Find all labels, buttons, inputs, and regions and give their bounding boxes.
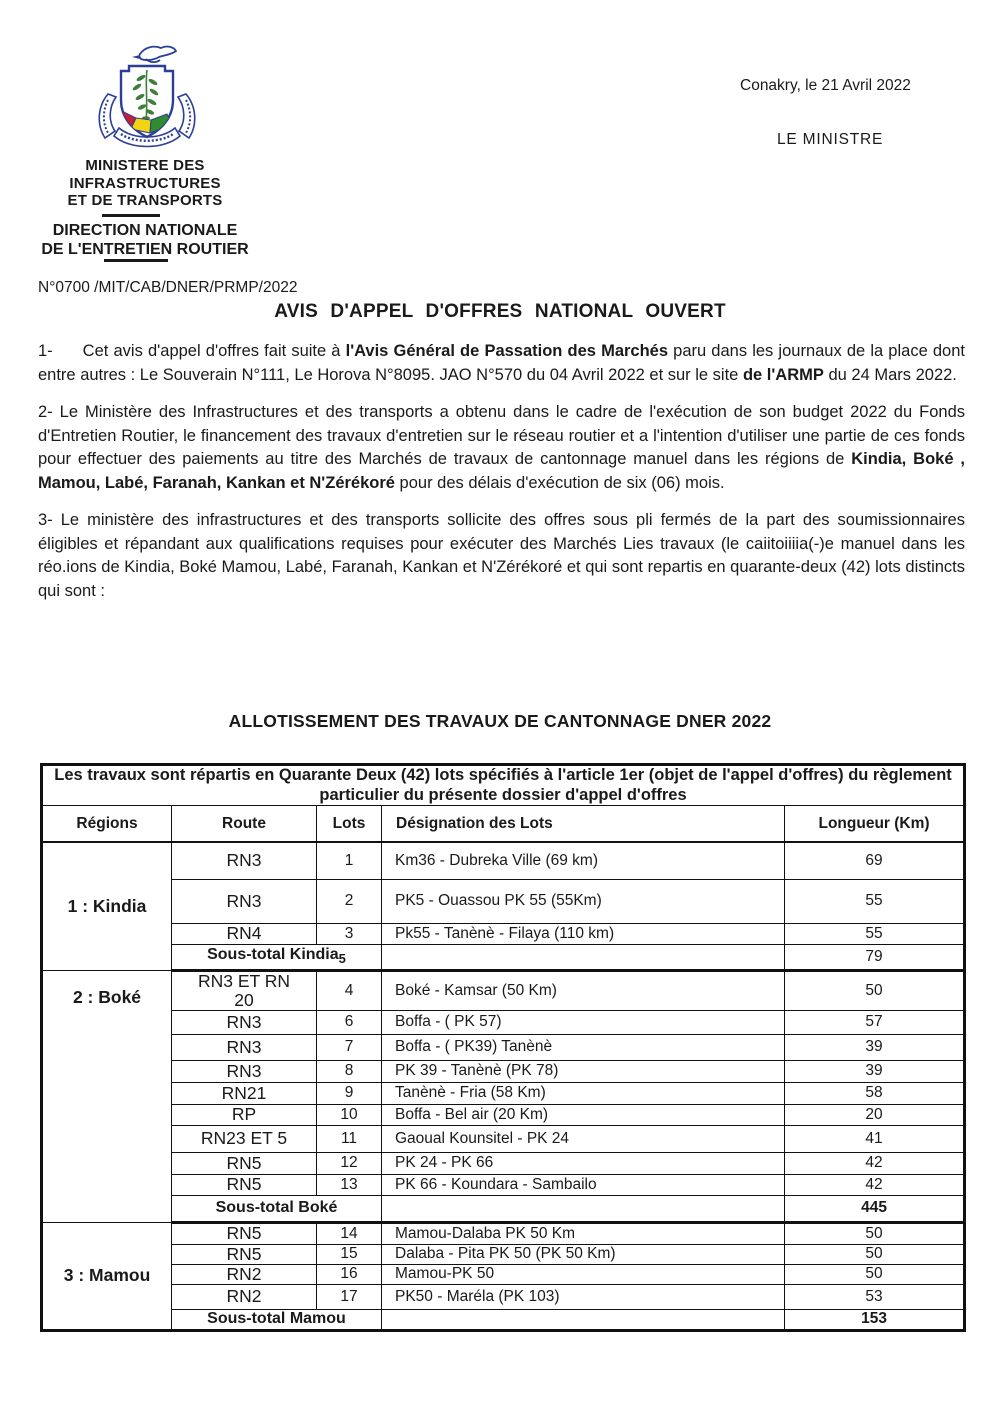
paragraph-3 <box>38 509 965 603</box>
lot-row <box>42 1264 965 1284</box>
designation-cell: PK 24 - PK 66 <box>382 1152 785 1174</box>
lot-row <box>42 1284 965 1309</box>
paragraph-segment: pour des délais d'exécution de six (06) mois. <box>394 473 725 492</box>
lot-number-cell: 4 <box>317 970 382 1010</box>
lot-row <box>42 879 965 923</box>
length-cell: 42 <box>785 1174 965 1195</box>
designation-cell: Mamou-PK 50 <box>382 1264 785 1284</box>
length-cell: 50 <box>785 1222 965 1244</box>
lot-row <box>42 923 965 944</box>
designation-cell <box>382 1195 785 1222</box>
route-label: RN21 <box>221 1082 267 1103</box>
divider <box>104 259 168 262</box>
subtotal-row <box>42 1309 965 1330</box>
length-cell: 53 <box>785 1284 965 1309</box>
length-cell: 41 <box>785 1125 965 1152</box>
paragraph-segment: de l'ARMP <box>742 365 824 384</box>
route-label: RP <box>231 1104 257 1124</box>
route-label: RN3 <box>226 890 262 911</box>
designation-cell: Mamou-Dalaba PK 50 Km <box>382 1222 785 1244</box>
lot-number-cell: 12 <box>317 1152 382 1174</box>
lot-row <box>42 1010 965 1034</box>
lot-number-cell: 2 <box>317 879 382 923</box>
text-line: MINISTERE DES <box>85 157 205 174</box>
length-cell: 39 <box>785 1034 965 1060</box>
lot-number-cell: 6 <box>317 1010 382 1034</box>
lot-number-cell: 15 <box>317 1244 382 1264</box>
subtotal-label-cell: Sous-total Kindia$_5$ <box>172 944 382 970</box>
allotment-title: ALLOTISSEMENT DES TRAVAUX DE CANTONNAGE DNER 2022 <box>228 711 772 731</box>
designation-cell: Pk55 - Tanènè - Filaya (110 km) <box>382 923 785 944</box>
designation-cell: Dalaba - Pita PK 50 (PK 50 Km) <box>382 1244 785 1264</box>
paragraph-segment: paru dans les journaux de la place dont entre autres : Le Souverain N°111, Le Horova N°8095. JAO N°570 du 04 Avril 2022 et sur le site <box>38 342 965 384</box>
column-header: Lots <box>317 806 382 843</box>
route-label: RN3 <box>226 1036 262 1057</box>
subtotal-value-cell: 79 <box>785 944 965 970</box>
route-label: RN3 <box>226 1011 262 1032</box>
lot-row <box>42 1222 965 1244</box>
paragraph-2 <box>38 401 965 495</box>
designation-cell <box>382 1309 785 1330</box>
designation-cell: Tanènè - Fria (58 Km) <box>382 1082 785 1104</box>
designation-cell: Boké - Kamsar (50 Km) <box>382 970 785 1010</box>
length-cell: 50 <box>785 1244 965 1264</box>
ministry-name <box>30 157 260 210</box>
divider <box>102 214 160 217</box>
subtotal-row <box>42 944 965 970</box>
lot-row <box>42 1152 965 1174</box>
lot-row <box>42 842 965 879</box>
subtotal-subscript: 5 <box>338 951 346 967</box>
length-cell: 55 <box>785 879 965 923</box>
route-label: RN5 <box>226 1223 262 1243</box>
column-header: Longueur (Km) <box>785 806 965 843</box>
route-label: RN5 <box>226 1244 262 1264</box>
designation-cell <box>382 944 785 970</box>
lot-row <box>42 1104 965 1125</box>
allotment-table <box>40 763 966 1332</box>
subtotal-value-cell: 445 <box>785 1195 965 1222</box>
lot-number-cell: 14 <box>317 1222 382 1244</box>
lot-number-cell: 8 <box>317 1060 382 1082</box>
reference-number: N°0700 /MIT/CAB/DNER/PRMP/2022 <box>38 279 298 296</box>
route-cell <box>172 1152 317 1174</box>
place-date: Conakry, le 21 Avril 2022 <box>740 77 911 94</box>
length-cell: 50 <box>785 970 965 1010</box>
lot-number-cell: 17 <box>317 1284 382 1309</box>
route-cell <box>172 1264 317 1284</box>
lot-row <box>42 970 965 1010</box>
region-cell: 1 : Kindia <box>42 842 172 970</box>
route-label: RN2 <box>226 1264 262 1284</box>
route-label: RN2 <box>226 1286 262 1306</box>
column-header: Route <box>172 806 317 843</box>
lot-number-cell: 10 <box>317 1104 382 1125</box>
route-cell <box>172 1222 317 1244</box>
lot-number-cell: 11 <box>317 1125 382 1152</box>
route-label: RN5 <box>226 1152 262 1173</box>
lot-row <box>42 1082 965 1104</box>
route-cell <box>172 1082 317 1104</box>
lot-number-cell: 13 <box>317 1174 382 1195</box>
guinea-coat-of-arms-logo <box>88 44 206 159</box>
length-cell: 20 <box>785 1104 965 1125</box>
paragraph-segment: 1- <box>38 342 53 360</box>
paragraph-segment: Cet avis d'appel d'offres fait suite à <box>82 342 346 360</box>
subtotal-value-cell: 153 <box>785 1309 965 1330</box>
designation-cell: Boffa - Bel air (20 Km) <box>382 1104 785 1125</box>
route-label: RN3 ET RN 20 <box>197 970 291 1010</box>
caption-row <box>42 765 965 806</box>
paragraph-segment: 3- Le ministère des infrastructures et des transports sollicite des offres sous pli fermés de la part des soumissionnaires éligibles et répandant aux qualifications requises pour exécuter des Marchés Lies travaux (le caiitoiiiia(-)e manuel dans les réo.ions de Kindia, Boké Mamou, Labé, Faranah, Kankan et N'Zérékoré et qui sont repartis en quarante-deux (42) lots distincts qui sont : <box>38 511 965 600</box>
route-label: RN23 ET 5 <box>200 1128 288 1148</box>
lot-number-cell: 7 <box>317 1034 382 1060</box>
text-line: DE L'ENTRETIEN ROUTIER <box>41 240 249 258</box>
direction-name <box>20 222 270 259</box>
paragraph-segment: Kindia, Boké , Mamou, Labé, Faranah, Kankan et N'Zérékoré <box>38 450 966 492</box>
length-cell: 42 <box>785 1152 965 1174</box>
header-row <box>42 806 965 843</box>
text-line: ET DE TRANSPORTS <box>67 192 223 209</box>
route-cell <box>172 1284 317 1309</box>
route-cell <box>172 1125 317 1152</box>
designation-cell: PK50 - Maréla (PK 103) <box>382 1284 785 1309</box>
designation-cell: Boffa - ( PK39) Tanènè <box>382 1034 785 1060</box>
lot-number-cell: 9 <box>317 1082 382 1104</box>
route-cell <box>172 879 317 923</box>
text-line: DIRECTION NATIONALE <box>52 222 238 239</box>
route-cell <box>172 842 317 879</box>
document-title: AVIS D'APPEL D'OFFRES NATIONAL OUVERT <box>274 301 726 322</box>
region-cell: 3 : Mamou <box>42 1222 172 1330</box>
paragraph-segment: l'Avis Général de Passation des Marchés <box>345 342 669 360</box>
route-label: RN5 <box>226 1174 262 1194</box>
lot-row <box>42 1244 965 1264</box>
length-cell: 57 <box>785 1010 965 1034</box>
lot-number-cell: 1 <box>317 842 382 879</box>
route-cell <box>172 923 317 944</box>
paragraph-segment: 2- Le Ministère des Infrastructures et des transports a obtenu dans le cadre de l'exécution de son budget 2022 du Fonds d'Entretien Routier, le financement des travaux d'entretien sur le réseau routier et a l'intention d'utiliser une partie de ces fonds pour effectuer des paiements au titre des Marchés de travaux de cantonnage manuel dans les régions de <box>38 403 965 468</box>
subtotal-label-cell: Sous-total Boké <box>172 1195 382 1222</box>
designation-cell: PK 66 - Koundara - Sambailo <box>382 1174 785 1195</box>
route-cell <box>172 1104 317 1125</box>
route-label: RN4 <box>226 923 262 943</box>
minister-title: LE MINISTRE <box>777 131 884 148</box>
column-header: Désignation des Lots <box>382 806 785 843</box>
paragraph-1 <box>38 340 965 387</box>
length-cell: 58 <box>785 1082 965 1104</box>
lot-row <box>42 1125 965 1152</box>
route-cell <box>172 1034 317 1060</box>
paragraph-segment: du 24 Mars 2022. <box>823 365 957 384</box>
route-cell <box>172 1174 317 1195</box>
length-cell: 69 <box>785 842 965 879</box>
designation-cell: Km36 - Dubreka Ville (69 km) <box>382 842 785 879</box>
designation-cell: Boffa - ( PK 57) <box>382 1010 785 1034</box>
lot-row <box>42 1060 965 1082</box>
designation-cell: Gaoual Kounsitel - PK 24 <box>382 1125 785 1152</box>
lot-row <box>42 1174 965 1195</box>
text-line: INFRASTRUCTURES <box>69 174 221 192</box>
length-cell: 39 <box>785 1060 965 1082</box>
length-cell: 55 <box>785 923 965 944</box>
lot-number-cell: 16 <box>317 1264 382 1284</box>
table-caption: Les travaux sont répartis en Quarante Deux (42) lots spécifiés à l'article 1er (objet de l'appel d'offres) du règlement particulier du présente dossier d'appel d'offres <box>42 765 965 806</box>
region-cell: 2 : Boké <box>42 970 172 1222</box>
subtotal-label-cell: Sous-total Mamou <box>172 1309 382 1330</box>
lot-number-cell: 3 <box>317 923 382 944</box>
route-label: RN3 <box>226 1060 262 1081</box>
route-cell <box>172 1060 317 1082</box>
column-header: Régions <box>42 806 172 843</box>
body-paragraphs <box>38 340 965 617</box>
route-cell <box>172 1244 317 1264</box>
route-cell <box>172 1010 317 1034</box>
subtotal-row <box>42 1195 965 1222</box>
lot-row <box>42 1034 965 1060</box>
designation-cell: PK5 - Ouassou PK 55 (55Km) <box>382 879 785 923</box>
route-cell <box>172 970 317 1010</box>
route-label: RN3 <box>226 850 262 871</box>
length-cell: 50 <box>785 1264 965 1284</box>
designation-cell: PK 39 - Tanènè (PK 78) <box>382 1060 785 1082</box>
